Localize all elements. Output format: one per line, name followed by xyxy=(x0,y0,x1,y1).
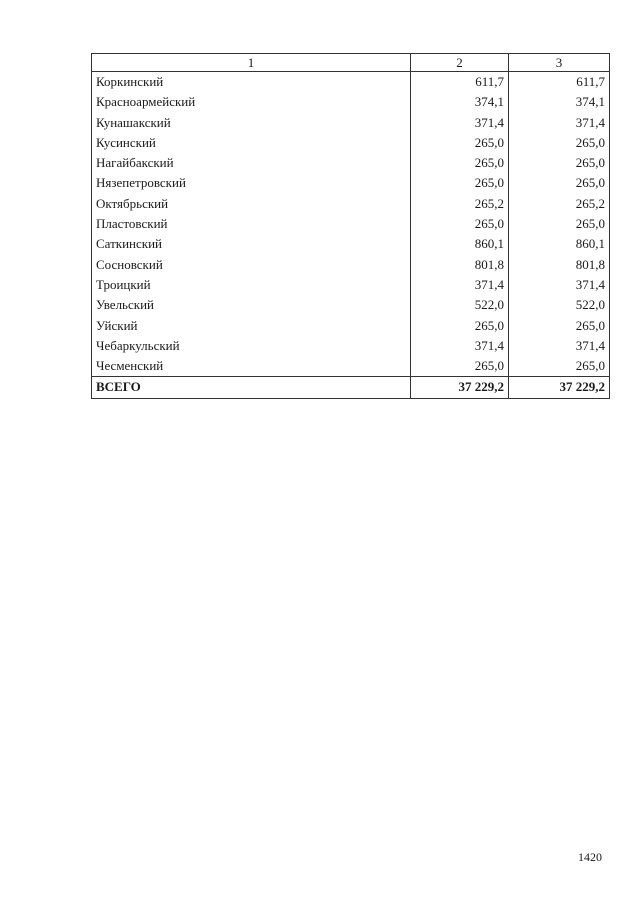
total-label: ВСЕГО xyxy=(92,377,411,398)
row-col-2: 860,1 xyxy=(411,234,509,254)
header-row xyxy=(92,54,610,72)
header-col-1: 1 xyxy=(92,54,411,72)
row-col-2: 371,4 xyxy=(411,113,509,133)
table-row xyxy=(92,72,610,93)
row-name: Уйский xyxy=(92,316,411,336)
total-col-3: 37 229,2 xyxy=(509,377,610,398)
row-col-3: 374,1 xyxy=(509,92,610,112)
row-col-3: 265,0 xyxy=(509,214,610,234)
row-col-2: 265,0 xyxy=(411,133,509,153)
table-header xyxy=(92,54,610,72)
row-name: Коркинский xyxy=(92,72,411,93)
row-col-2: 801,8 xyxy=(411,255,509,275)
page-number: 1420 xyxy=(578,850,602,864)
total-row xyxy=(92,377,610,398)
table-row xyxy=(92,316,610,336)
row-name: Кунашакский xyxy=(92,113,411,133)
table-row xyxy=(92,336,610,356)
row-col-2: 265,0 xyxy=(411,173,509,193)
row-col-2: 611,7 xyxy=(411,72,509,93)
row-name: Увельский xyxy=(92,295,411,315)
row-col-3: 611,7 xyxy=(509,72,610,93)
row-col-2: 265,0 xyxy=(411,316,509,336)
total-col-2: 37 229,2 xyxy=(411,377,509,398)
table-footer xyxy=(92,377,610,398)
table-row xyxy=(92,275,610,295)
row-col-3: 371,4 xyxy=(509,113,610,133)
row-name: Чесменский xyxy=(92,356,411,377)
row-col-2: 371,4 xyxy=(411,336,509,356)
row-col-3: 860,1 xyxy=(509,234,610,254)
row-col-3: 265,2 xyxy=(509,194,610,214)
table-row xyxy=(92,133,610,153)
table-row xyxy=(92,153,610,173)
row-col-2: 522,0 xyxy=(411,295,509,315)
row-name: Октябрьский xyxy=(92,194,411,214)
row-col-3: 265,0 xyxy=(509,133,610,153)
table-row xyxy=(92,194,610,214)
row-name: Сосновский xyxy=(92,255,411,275)
row-name: Кусинский xyxy=(92,133,411,153)
table-row xyxy=(92,234,610,254)
row-col-2: 374,1 xyxy=(411,92,509,112)
row-name: Саткинский xyxy=(92,234,411,254)
row-name: Красноармейский xyxy=(92,92,411,112)
table-row xyxy=(92,92,610,112)
table-row xyxy=(92,255,610,275)
row-name: Пластовский xyxy=(92,214,411,234)
row-name: Троицкий xyxy=(92,275,411,295)
row-col-2: 371,4 xyxy=(411,275,509,295)
row-col-3: 801,8 xyxy=(509,255,610,275)
row-name: Нагайбакский xyxy=(92,153,411,173)
table-row xyxy=(92,214,610,234)
table-row xyxy=(92,295,610,315)
row-col-3: 371,4 xyxy=(509,275,610,295)
table-row xyxy=(92,356,610,377)
header-col-3: 3 xyxy=(509,54,610,72)
row-col-3: 265,0 xyxy=(509,316,610,336)
row-col-2: 265,0 xyxy=(411,153,509,173)
row-col-2: 265,0 xyxy=(411,356,509,377)
table-row xyxy=(92,173,610,193)
table-body xyxy=(92,72,610,377)
table-row xyxy=(92,113,610,133)
data-table xyxy=(91,53,610,399)
row-col-3: 522,0 xyxy=(509,295,610,315)
row-name: Нязепетровский xyxy=(92,173,411,193)
row-col-3: 371,4 xyxy=(509,336,610,356)
row-col-3: 265,0 xyxy=(509,356,610,377)
header-col-2: 2 xyxy=(411,54,509,72)
row-col-2: 265,2 xyxy=(411,194,509,214)
row-col-3: 265,0 xyxy=(509,153,610,173)
row-name: Чебаркульский xyxy=(92,336,411,356)
row-col-2: 265,0 xyxy=(411,214,509,234)
row-col-3: 265,0 xyxy=(509,173,610,193)
